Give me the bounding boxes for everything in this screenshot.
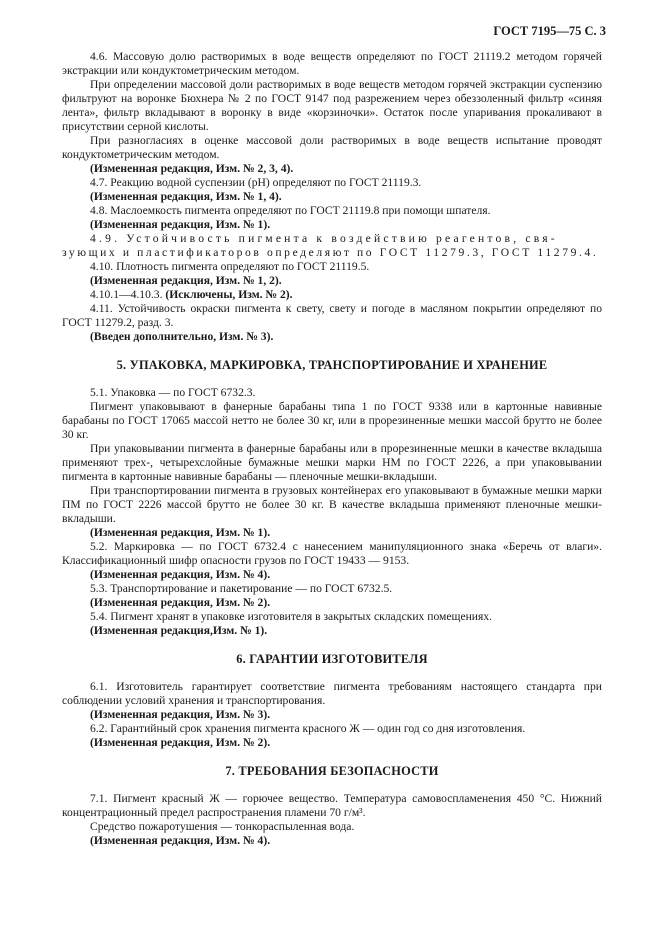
amendment-note: (Измененная редакция, Изм. № 1, 2). (90, 274, 282, 287)
paragraph-7-1: 7.1. Пигмент красный Ж — горючее вещество. Температура самовоспламенения 450 °С. Нижний концентрационный предел распространения пламени 70 г/м³. (62, 792, 602, 819)
amendment-note: (Измененная редакция,Изм. № 1). (90, 624, 268, 637)
paragraph-4-10-1 (62, 288, 602, 302)
paragraph-4-10-1-number: 4.10.1—4.10.3. (90, 288, 163, 301)
paragraph-5-2: 5.2. Маркировка — по ГОСТ 6732.4 с нанесением манипуляционного знака «Беречь от влаги». Классификационный шифр опасности грузов по ГОСТ 19433 — 9153. (62, 540, 602, 567)
paragraph-7-1-extinguishing: Средство пожаротушения — тонкораспыленная вода. (90, 820, 355, 833)
amendment-note: (Измененная редакция, Изм. № 2). (90, 736, 271, 749)
paragraph-5-1-liner: При упаковывании пигмента в фанерные барабаны или в прорезиненные мешки в качестве вкладыша применяют трех-, четырехслойные бумажные мешки марки НМ по ГОСТ 2226, а при упаковывании пигмента в картонные навивные барабаны — пленочные мешки-вкладыши. (62, 442, 602, 483)
paragraph-4-6-disagreement: При разногласиях в оценке массовой доли растворимых в воде веществ испытание проводят кондуктометрическим методом. (62, 134, 602, 161)
section-5-title: 5. УПАКОВКА, МАРКИРОВКА, ТРАНСПОРТИРОВАНИЕ И ХРАНЕНИЕ (116, 358, 548, 372)
amendment-note: (Измененная редакция, Изм. № 4). (90, 834, 271, 847)
amendment-note: (Измененная редакция, Изм. № 1, 4). (90, 190, 282, 203)
section-7-title: 7. ТРЕБОВАНИЯ БЕЗОПАСНОСТИ (225, 764, 439, 778)
page-header: ГОСТ 7195—75 С. 3 (493, 24, 606, 38)
paragraph-4-6-hot-extraction: При определении массовой доли растворимых в воде веществ методом горячей экстракции суспензию фильтруют на воронке Бюхнера № 2 по ГОСТ 9147 под разрежением через обеззоленный фильтр «синяя лента», фильтр вкладывают в воронку в виде «корзиночки». Остаток после упаривания прокаливают в присутствии серной кислоты. (62, 78, 602, 133)
amendment-note: (Измененная редакция, Изм. № 2). (90, 596, 271, 609)
paragraph-4-9-line1: 4.9. Устойчивость пигмента к воздействию реагентов, свя- (90, 232, 558, 245)
amendment-note: (Измененная редакция, Изм. № 2, 3, 4). (90, 162, 294, 175)
amendment-note: (Измененная редакция, Изм. № 1). (90, 526, 271, 539)
paragraph-4-7: 4.7. Реакцию водной суспензии (pH) определяют по ГОСТ 21119.3. (90, 176, 422, 189)
amendment-note: (Измененная редакция, Изм. № 3). (90, 708, 271, 721)
document-page (62, 24, 606, 848)
paragraph-5-1-packing: Пигмент упаковывают в фанерные барабаны типа 1 по ГОСТ 9338 или в картонные навивные барабаны по ГОСТ 17065 массой нетто не более 30 кг, или в прорезиненные мешки массой брутто не более 30 кг. (62, 400, 602, 441)
amendment-note: (Измененная редакция, Изм. № 1). (90, 218, 271, 231)
paragraph-6-2: 6.2. Гарантийный срок хранения пигмента красного Ж — один год со дня изготовления. (90, 722, 526, 735)
section-6-title: 6. ГАРАНТИИ ИЗГОТОВИТЕЛЯ (236, 652, 428, 666)
paragraph-4-8: 4.8. Маслоемкость пигмента определяют по ГОСТ 21119.8 при помощи шпателя. (90, 204, 491, 217)
paragraph-4-9-line2: зующих и пластификаторов определяют по ГОСТ 11279.3, ГОСТ 11279.4. (62, 246, 599, 259)
excluded-note: (Исключены, Изм. № 2). (162, 288, 293, 301)
paragraph-4-10: 4.10. Плотность пигмента определяют по ГОСТ 21119.5. (90, 260, 370, 273)
paragraph-5-4: 5.4. Пигмент хранят в упаковке изготовителя в закрытых складских помещениях. (90, 610, 493, 623)
amendment-note: (Введен дополнительно, Изм. № 3). (90, 330, 274, 343)
paragraph-4-11: 4.11. Устойчивость окраски пигмента к свету, свету и погоде в масляном покрытии определяют по ГОСТ 11279.2, разд. 3. (62, 302, 602, 329)
paragraph-5-1-containers: При транспортировании пигмента в грузовых контейнерах его упаковывают в бумажные мешки марки ПМ по ГОСТ 2226 массой брутто не более 30 кг. В качестве вкладыша применяют пленочные мешки-вкладыши. (62, 484, 602, 525)
paragraph-6-1: 6.1. Изготовитель гарантирует соответствие пигмента требованиям настоящего стандарта при соблюдении условий хранения и транспортирования. (62, 680, 602, 707)
paragraph-5-1: 5.1. Упаковка — по ГОСТ 6732.3. (90, 386, 256, 399)
amendment-note: (Измененная редакция, Изм. № 4). (90, 568, 271, 581)
paragraph-4-6: 4.6. Массовую долю растворимых в воде веществ определяют по ГОСТ 21119.2 методом горячей экстракции или кондуктометрическим методом. (62, 50, 602, 77)
paragraph-5-3: 5.3. Транспортирование и пакетирование — по ГОСТ 6732.5. (90, 582, 393, 595)
